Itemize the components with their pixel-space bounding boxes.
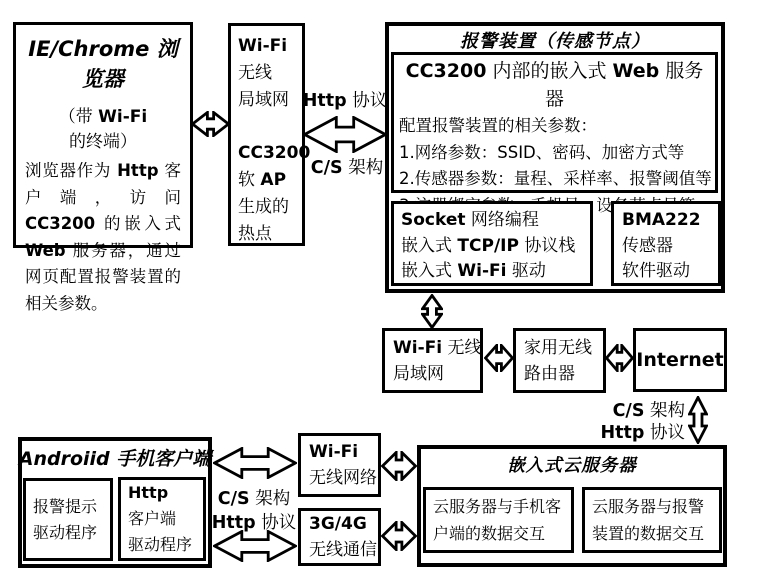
webserver-line: 1.网络参数：SSID、密码、加密方式等 [399,142,685,162]
arrow-android-wifinet [213,447,297,479]
socket-line: Socket 网络编程 [401,210,539,230]
http-driver-line: 驱动程序 [128,535,193,554]
arrow-android-cellular [213,530,297,562]
softap-line: 热点 [238,224,272,244]
label-cs-architecture-top: C/S 架构 [310,158,384,178]
label-cs-architecture-right: C/S 架构 [612,401,685,421]
browser-box-title: IE/Chrome 浏览器 [28,37,178,91]
webserver-box [391,52,718,193]
socket-line: 嵌入式 TCP/IP 协议栈 [401,235,576,256]
cloud-alarm-line: 云服务器与报警 [592,497,705,516]
cloud-alarm-exchange-box [582,487,722,553]
socket-line: 嵌入式 Wi-Fi 驱动 [401,261,546,281]
softap-line: Wi-Fi [238,36,288,56]
arrow-wifilan-router [484,344,514,372]
wifi-network-line: Wi-Fi [309,442,359,462]
wifi-network-box [298,433,381,497]
webserver-title: CC3200 内部的嵌入式 Web 服务器 [405,60,704,110]
router-box [513,328,606,393]
arrow-softap-alarm [303,116,387,153]
router-line: 路由器 [524,363,575,384]
softap-line: 软 AP [238,170,287,190]
cloud-alarm-line: 装置的数据交互 [592,524,705,543]
browser-box-subtitle: （带 Wi-Fi 的终端） [58,107,148,152]
cloud-phone-exchange-box [423,487,574,553]
arrow-wifinet-cloud [381,451,417,481]
arrow-cellular-cloud [381,521,417,551]
wifi-network-line: 无线网络 [309,468,377,488]
bma222-line: 软件驱动 [622,261,690,281]
http-driver-line: 客户端 [128,509,177,528]
label-http-protocol-top: Http 协议 [302,91,388,111]
http-client-driver-box [118,477,206,561]
arrow-alarm-wifilan [421,294,443,329]
cloud-phone-line: 云服务器与手机客 [433,497,562,516]
bma222-line: BMA222 [622,210,701,230]
arrow-router-internet [605,344,634,372]
bma222-line: 传感器 [622,235,673,256]
softap-spacer [238,114,295,140]
socket-box [391,201,593,286]
wifi-lan-box [382,328,483,393]
cloud-phone-line: 户端的数据交互 [433,524,546,543]
softap-line: 局域网 [238,90,289,110]
browser-box [13,22,193,313]
internet-label: Internet [636,349,724,371]
alert-driver-line: 驱动程序 [33,522,98,542]
cellular-box [298,508,381,566]
http-driver-line: Http [128,483,169,502]
label-http-protocol-bottom: Http 协议 [211,513,297,533]
softap-line: CC3200 [238,143,311,163]
webserver-line: 2.传感器参数：量程、采样率、报警阈值等 [399,169,712,188]
bma222-box [611,201,721,286]
arrow-internet-cloud [688,396,708,444]
softap-line: 无线 [238,63,272,83]
arrow-browser-softap [191,111,230,137]
softap-box [228,23,311,246]
wifi-lan-line: 局域网 [393,363,444,384]
router-line: 家用无线 [524,337,592,358]
cellular-line: 无线通信 [309,540,377,560]
android-client-title: Androiid 手机客户端 [18,448,212,470]
internet-box [633,328,727,392]
webserver-line: 配置报警装置的相关参数： [399,116,597,135]
browser-box-body: 浏览器作为 Http 客户端，访问 CC3200 的嵌入式 Web 服务器，通过网页配置报警装置的相关参数。 [25,161,182,313]
alarm-device-title: 报警装置（传感节点） [460,31,650,52]
label-cs-architecture-bottom: C/S 架构 [217,489,291,509]
alert-driver-line: 报警提示 [33,496,98,516]
softap-line: 生成的 [238,197,289,217]
wifi-lan-line: Wi-Fi 无线 [393,337,482,358]
label-http-protocol-right: Http 协议 [600,423,685,443]
cellular-line: 3G/4G [309,514,367,534]
alarm-alert-driver-box [23,478,113,561]
cloud-server-title: 嵌入式云服务器 [507,456,637,476]
